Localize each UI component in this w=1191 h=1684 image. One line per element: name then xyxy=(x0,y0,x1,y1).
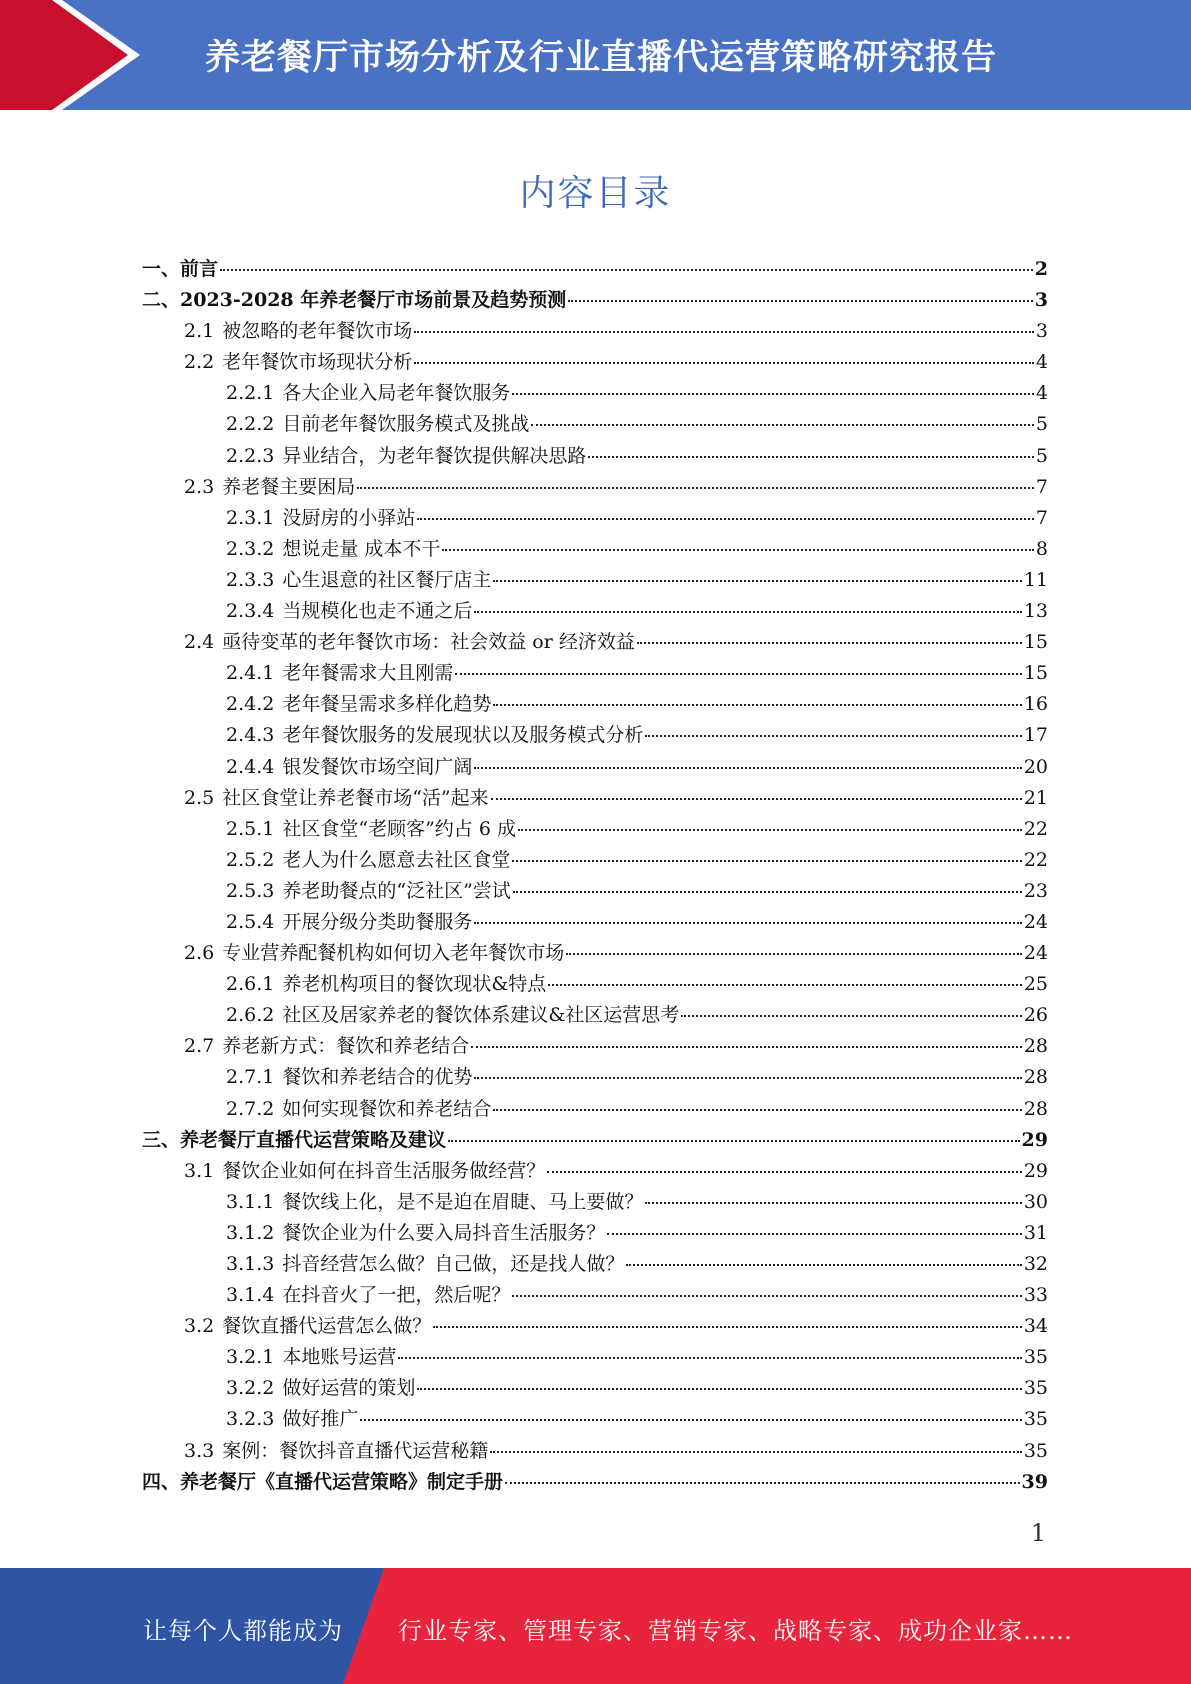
toc-entry-number: 2.5.3 xyxy=(226,879,275,902)
toc-dot-leader xyxy=(442,549,1034,551)
toc-entry-number: 3.1.3 xyxy=(226,1253,275,1275)
toc-entry-number: 2.7 xyxy=(184,1035,215,1058)
toc-entry[interactable] xyxy=(142,876,1048,907)
toc-entry-title: 老年餐饮服务的发展现状以及服务模式分析 xyxy=(282,724,644,747)
toc-entry-page: 5 xyxy=(1035,444,1048,467)
toc-entry-page: 21 xyxy=(1023,786,1048,809)
toc-entry-page: 34 xyxy=(1023,1315,1048,1338)
toc-dot-leader xyxy=(518,829,1022,831)
toc-dot-leader xyxy=(626,1264,1021,1266)
toc-entry-page: 20 xyxy=(1023,755,1048,778)
toc-dot-leader xyxy=(220,269,1033,271)
toc-dot-leader xyxy=(607,1233,1021,1235)
toc-dot-leader xyxy=(414,362,1034,364)
toc-entry-title: 亟待变革的老年餐饮市场：社会效益 or 经济效益 xyxy=(222,631,635,654)
toc-dot-leader xyxy=(513,891,1022,893)
toc-entry[interactable] xyxy=(142,1000,1048,1031)
toc-dot-leader xyxy=(588,456,1034,458)
toc-dot-leader xyxy=(493,1109,1021,1111)
toc-entry-page: 8 xyxy=(1035,537,1048,560)
toc-entry-number: 3.1 xyxy=(184,1159,215,1182)
toc-entry[interactable] xyxy=(142,316,1048,347)
toc-entry-page: 7 xyxy=(1035,475,1048,498)
toc-entry-number: 2.3.2 xyxy=(226,537,275,560)
toc-entry-number: 2.4.4 xyxy=(226,755,275,778)
toc-entry-number: 2.7.1 xyxy=(226,1066,275,1089)
toc-entry[interactable] xyxy=(142,1467,1048,1498)
toc-entry-page: 3 xyxy=(1034,289,1048,312)
toc-entry-page: 3 xyxy=(1035,320,1048,343)
toc-entry-number: 3.2.2 xyxy=(226,1377,275,1400)
toc-entry-page: 15 xyxy=(1023,631,1048,654)
header-chevron-icon xyxy=(0,0,160,110)
toc-entry-title: 老年餐呈需求多样化趋势 xyxy=(282,693,492,716)
toc-entry-number: 2.3.3 xyxy=(226,568,275,591)
toc-entry-page: 11 xyxy=(1023,568,1048,591)
toc-entry-title: 养老餐主要困局 xyxy=(222,475,356,498)
toc-dot-leader xyxy=(548,984,1022,986)
toc-entry-page: 28 xyxy=(1023,1097,1048,1120)
header-title: 养老餐厅市场分析及行业直播代运营策略研究报告 xyxy=(205,38,998,78)
toc-entry-page: 39 xyxy=(1021,1470,1048,1493)
toc-entry-page: 31 xyxy=(1023,1221,1048,1244)
toc-dot-leader xyxy=(547,1171,1022,1173)
toc-entry-number: 2.6 xyxy=(184,942,215,965)
footer-banner xyxy=(0,1568,1191,1684)
toc-entry-title: 社区及居家养老的餐饮体系建议&社区运营思考 xyxy=(282,1004,680,1027)
toc-entry[interactable] xyxy=(142,627,1048,658)
toc-entry-title: 三、养老餐厅直播代运营策略及建议 xyxy=(142,1128,447,1151)
toc-entry[interactable] xyxy=(142,1031,1048,1062)
toc-dot-leader xyxy=(474,611,1021,613)
toc-dot-leader xyxy=(474,922,1021,924)
toc-entry[interactable] xyxy=(142,658,1048,689)
toc-entry[interactable] xyxy=(142,1436,1048,1467)
toc-entry-page: 23 xyxy=(1023,879,1048,902)
toc-entry[interactable] xyxy=(142,969,1048,1000)
toc-entry-page: 26 xyxy=(1023,1004,1048,1027)
toc-entry-page: 29 xyxy=(1021,1128,1048,1151)
toc-entry-number: 2.5.1 xyxy=(226,817,275,840)
toc-entry-number: 3.2.3 xyxy=(226,1408,275,1431)
toc-entry-number: 2.5.2 xyxy=(226,848,275,871)
toc-entry-page: 33 xyxy=(1023,1284,1048,1307)
toc-entry-page: 29 xyxy=(1023,1159,1048,1182)
toc-entry-page: 2 xyxy=(1034,258,1048,280)
toc-entry-title: 餐饮企业为什么要入局抖音生活服务？ xyxy=(282,1221,606,1244)
toc-entry[interactable] xyxy=(142,1311,1048,1342)
toc-dot-leader xyxy=(493,704,1021,706)
toc-dot-leader xyxy=(448,1140,1020,1142)
toc-entry-number: 2.4 xyxy=(184,631,215,654)
toc-entry-page: 35 xyxy=(1023,1377,1048,1400)
toc-entry-page: 30 xyxy=(1023,1190,1048,1213)
toc-entry-title: 养老机构项目的餐饮现状&特点 xyxy=(282,973,547,996)
toc-dot-leader xyxy=(637,642,1022,644)
toc-entry-page: 4 xyxy=(1035,351,1048,374)
toc-entry-number: 2.5.4 xyxy=(226,910,275,933)
toc-entry-title: 老年餐需求大且刚需 xyxy=(282,662,454,685)
toc-entry[interactable] xyxy=(142,1218,1048,1249)
toc-entry[interactable] xyxy=(142,689,1048,720)
toc-dot-leader xyxy=(645,1202,1021,1204)
toc-entry-page: 28 xyxy=(1023,1035,1048,1058)
toc-entry-page: 7 xyxy=(1035,506,1048,529)
toc-entry-page: 13 xyxy=(1023,600,1048,623)
toc-entry[interactable] xyxy=(142,441,1048,472)
toc-dot-leader xyxy=(474,1077,1021,1079)
toc-entry-page: 35 xyxy=(1023,1346,1048,1369)
toc-entry-number: 2.5 xyxy=(184,786,215,809)
toc-entry[interactable] xyxy=(142,783,1048,814)
toc-entry-number: 3.2 xyxy=(184,1315,215,1338)
toc-entry[interactable] xyxy=(142,347,1048,378)
table-of-contents xyxy=(142,254,1048,1498)
toc-entry-page: 5 xyxy=(1035,413,1048,436)
toc-entry[interactable] xyxy=(142,254,1048,285)
toc-entry-number: 2.7.2 xyxy=(226,1097,275,1120)
toc-entry[interactable] xyxy=(142,472,1048,503)
toc-entry-number: 2.1 xyxy=(184,320,215,343)
toc-entry-page: 22 xyxy=(1023,848,1048,871)
toc-entry-page: 24 xyxy=(1023,942,1048,965)
toc-entry-page: 35 xyxy=(1023,1439,1048,1462)
toc-dot-leader xyxy=(414,331,1034,333)
toc-entry-number: 2.4.2 xyxy=(226,693,275,716)
toc-entry-page: 25 xyxy=(1023,973,1048,996)
toc-entry-title: 案例：餐饮抖音直播代运营秘籍 xyxy=(222,1439,489,1462)
footer-slogan-right: 行业专家、管理专家、营销专家、战略专家、成功企业家…… xyxy=(398,1617,1073,1645)
toc-entry-page: 15 xyxy=(1023,662,1048,685)
toc-entry-title: 被忽略的老年餐饮市场 xyxy=(222,320,413,343)
toc-dot-leader xyxy=(512,393,1034,395)
toc-entry-number: 2.3.4 xyxy=(226,600,275,623)
toc-entry-title: 各大企业入局老年餐饮服务 xyxy=(282,382,511,405)
toc-entry[interactable] xyxy=(142,907,1048,938)
toc-dot-leader xyxy=(512,860,1021,862)
toc-dot-leader xyxy=(417,1388,1021,1390)
toc-dot-leader xyxy=(681,1015,1022,1017)
toc-dot-leader xyxy=(531,424,1034,426)
toc-entry-title: 养老助餐点的“泛社区”尝试 xyxy=(282,879,511,902)
toc-dot-leader xyxy=(493,580,1021,582)
toc-entry[interactable] xyxy=(142,409,1048,440)
toc-entry[interactable] xyxy=(142,565,1048,596)
toc-entry-page: 4 xyxy=(1035,382,1048,405)
toc-entry-number: 2.6.2 xyxy=(226,1004,275,1027)
toc-dot-leader xyxy=(491,798,1022,800)
toc-entry-title: 餐饮直播代运营怎么做？ xyxy=(222,1315,432,1338)
toc-dot-leader xyxy=(474,767,1021,769)
toc-entry[interactable] xyxy=(142,503,1048,534)
toc-dot-leader xyxy=(566,953,1022,955)
toc-dot-leader xyxy=(645,735,1021,737)
toc-entry-title: 心生退意的社区餐厅店主 xyxy=(282,568,492,591)
toc-entry[interactable] xyxy=(142,1062,1048,1093)
toc-dot-leader xyxy=(568,300,1033,302)
toc-entry-title: 餐饮和养老结合的优势 xyxy=(282,1066,473,1089)
toc-entry-title: 养老新方式：餐饮和养老结合 xyxy=(222,1035,470,1058)
toc-entry[interactable] xyxy=(142,720,1048,751)
toc-entry[interactable] xyxy=(142,1094,1048,1125)
toc-entry-title: 社区食堂“老顾客”约占 6 成 xyxy=(282,817,516,840)
toc-entry-title: 餐饮企业如何在抖音生活服务做经营？ xyxy=(222,1159,546,1182)
toc-entry-title: 做好运营的策划 xyxy=(282,1377,416,1400)
toc-entry-title: 想说走量 成本不干 xyxy=(282,537,441,560)
toc-entry-title: 没厨房的小驿站 xyxy=(282,506,416,529)
toc-entry-title: 在抖音火了一把，然后呢？ xyxy=(282,1284,511,1307)
toc-entry[interactable] xyxy=(142,1342,1048,1373)
toc-entry-title: 一、前言 xyxy=(142,258,219,280)
toc-entry[interactable] xyxy=(142,534,1048,565)
toc-entry-title: 开展分级分类助餐服务 xyxy=(282,910,473,933)
toc-entry-title: 抖音经营怎么做？自己做，还是找人做？ xyxy=(282,1253,625,1275)
toc-entry-page: 32 xyxy=(1023,1253,1048,1275)
toc-dot-leader xyxy=(471,1046,1022,1048)
toc-dot-leader xyxy=(433,1326,1022,1328)
toc-entry[interactable] xyxy=(142,752,1048,783)
toc-entry-title: 老年餐饮市场现状分析 xyxy=(222,351,413,374)
toc-entry-title: 四、养老餐厅《直播代运营策略》制定手册 xyxy=(142,1470,504,1493)
toc-entry-title: 当规模化也走不通之后 xyxy=(282,600,473,623)
toc-entry-title: 银发餐饮市场空间广阔 xyxy=(282,755,473,778)
toc-entry[interactable] xyxy=(142,938,1048,969)
toc-entry-page: 28 xyxy=(1023,1066,1048,1089)
toc-entry-title: 老人为什么愿意去社区食堂 xyxy=(282,848,511,871)
toc-entry-number: 2.3.1 xyxy=(226,506,275,529)
toc-entry-title: 专业营养配餐机构如何切入老年餐饮市场 xyxy=(222,942,565,965)
toc-entry[interactable] xyxy=(142,1249,1048,1280)
toc-entry[interactable] xyxy=(142,596,1048,627)
toc-entry-number: 2.4.1 xyxy=(226,662,275,685)
toc-entry-title: 目前老年餐饮服务模式及挑战 xyxy=(282,413,530,436)
toc-entry-number: 2.2.3 xyxy=(226,444,275,467)
toc-entry-page: 22 xyxy=(1023,817,1048,840)
toc-entry[interactable] xyxy=(142,1373,1048,1404)
toc-entry-title: 餐饮线上化，是不是迫在眉睫、马上要做？ xyxy=(282,1190,644,1213)
toc-entry-title: 做好推广 xyxy=(282,1408,359,1431)
toc-entry-page: 35 xyxy=(1023,1408,1048,1431)
header-banner xyxy=(0,0,1191,110)
footer-slogan-left: 让每个人都能成为 xyxy=(143,1617,343,1645)
toc-entry[interactable] xyxy=(142,285,1048,316)
toc-entry[interactable] xyxy=(142,378,1048,409)
toc-entry-title: 异业结合，为老年餐饮提供解决思路 xyxy=(282,444,587,467)
toc-entry-number: 2.6.1 xyxy=(226,973,275,996)
toc-entry[interactable] xyxy=(142,845,1048,876)
toc-dot-leader xyxy=(417,518,1034,520)
toc-entry-number: 3.2.1 xyxy=(226,1346,275,1369)
toc-entry-number: 3.1.1 xyxy=(226,1190,275,1213)
toc-entry-page: 17 xyxy=(1023,724,1048,747)
toc-entry[interactable] xyxy=(142,1156,1048,1187)
toc-entry[interactable] xyxy=(142,1187,1048,1218)
toc-entry-title: 本地账号运营 xyxy=(282,1346,397,1369)
toc-entry-number: 3.1.4 xyxy=(226,1284,275,1307)
toc-entry-number: 2.2.1 xyxy=(226,382,275,405)
toc-entry-number: 3.3 xyxy=(184,1439,215,1462)
toc-dot-leader xyxy=(360,1419,1021,1421)
toc-title: 内容目录 xyxy=(519,173,672,214)
toc-entry-number: 2.2.2 xyxy=(226,413,275,436)
toc-entry[interactable] xyxy=(142,1125,1048,1156)
toc-entry-number: 2.3 xyxy=(184,475,215,498)
toc-entry-title: 二、2023-2028 年养老餐厅市场前景及趋势预测 xyxy=(142,289,567,312)
toc-dot-leader xyxy=(490,1451,1022,1453)
toc-entry-page: 16 xyxy=(1023,693,1048,716)
toc-entry-title: 社区食堂让养老餐市场“活”起来 xyxy=(222,786,489,809)
toc-dot-leader xyxy=(357,487,1034,489)
toc-dot-leader xyxy=(455,673,1021,675)
toc-entry-number: 2.4.3 xyxy=(226,724,275,747)
toc-entry-number: 2.2 xyxy=(184,351,215,374)
toc-dot-leader xyxy=(505,1482,1020,1484)
toc-entry-number: 3.1.2 xyxy=(226,1221,275,1244)
toc-entry-title: 如何实现餐饮和养老结合 xyxy=(282,1097,492,1120)
toc-entry[interactable] xyxy=(142,1404,1048,1435)
toc-entry[interactable] xyxy=(142,814,1048,845)
toc-dot-leader xyxy=(398,1357,1021,1359)
page-number: 1 xyxy=(1030,1519,1046,1547)
toc-entry[interactable] xyxy=(142,1280,1048,1311)
toc-dot-leader xyxy=(512,1295,1021,1297)
toc-entry-page: 24 xyxy=(1023,910,1048,933)
